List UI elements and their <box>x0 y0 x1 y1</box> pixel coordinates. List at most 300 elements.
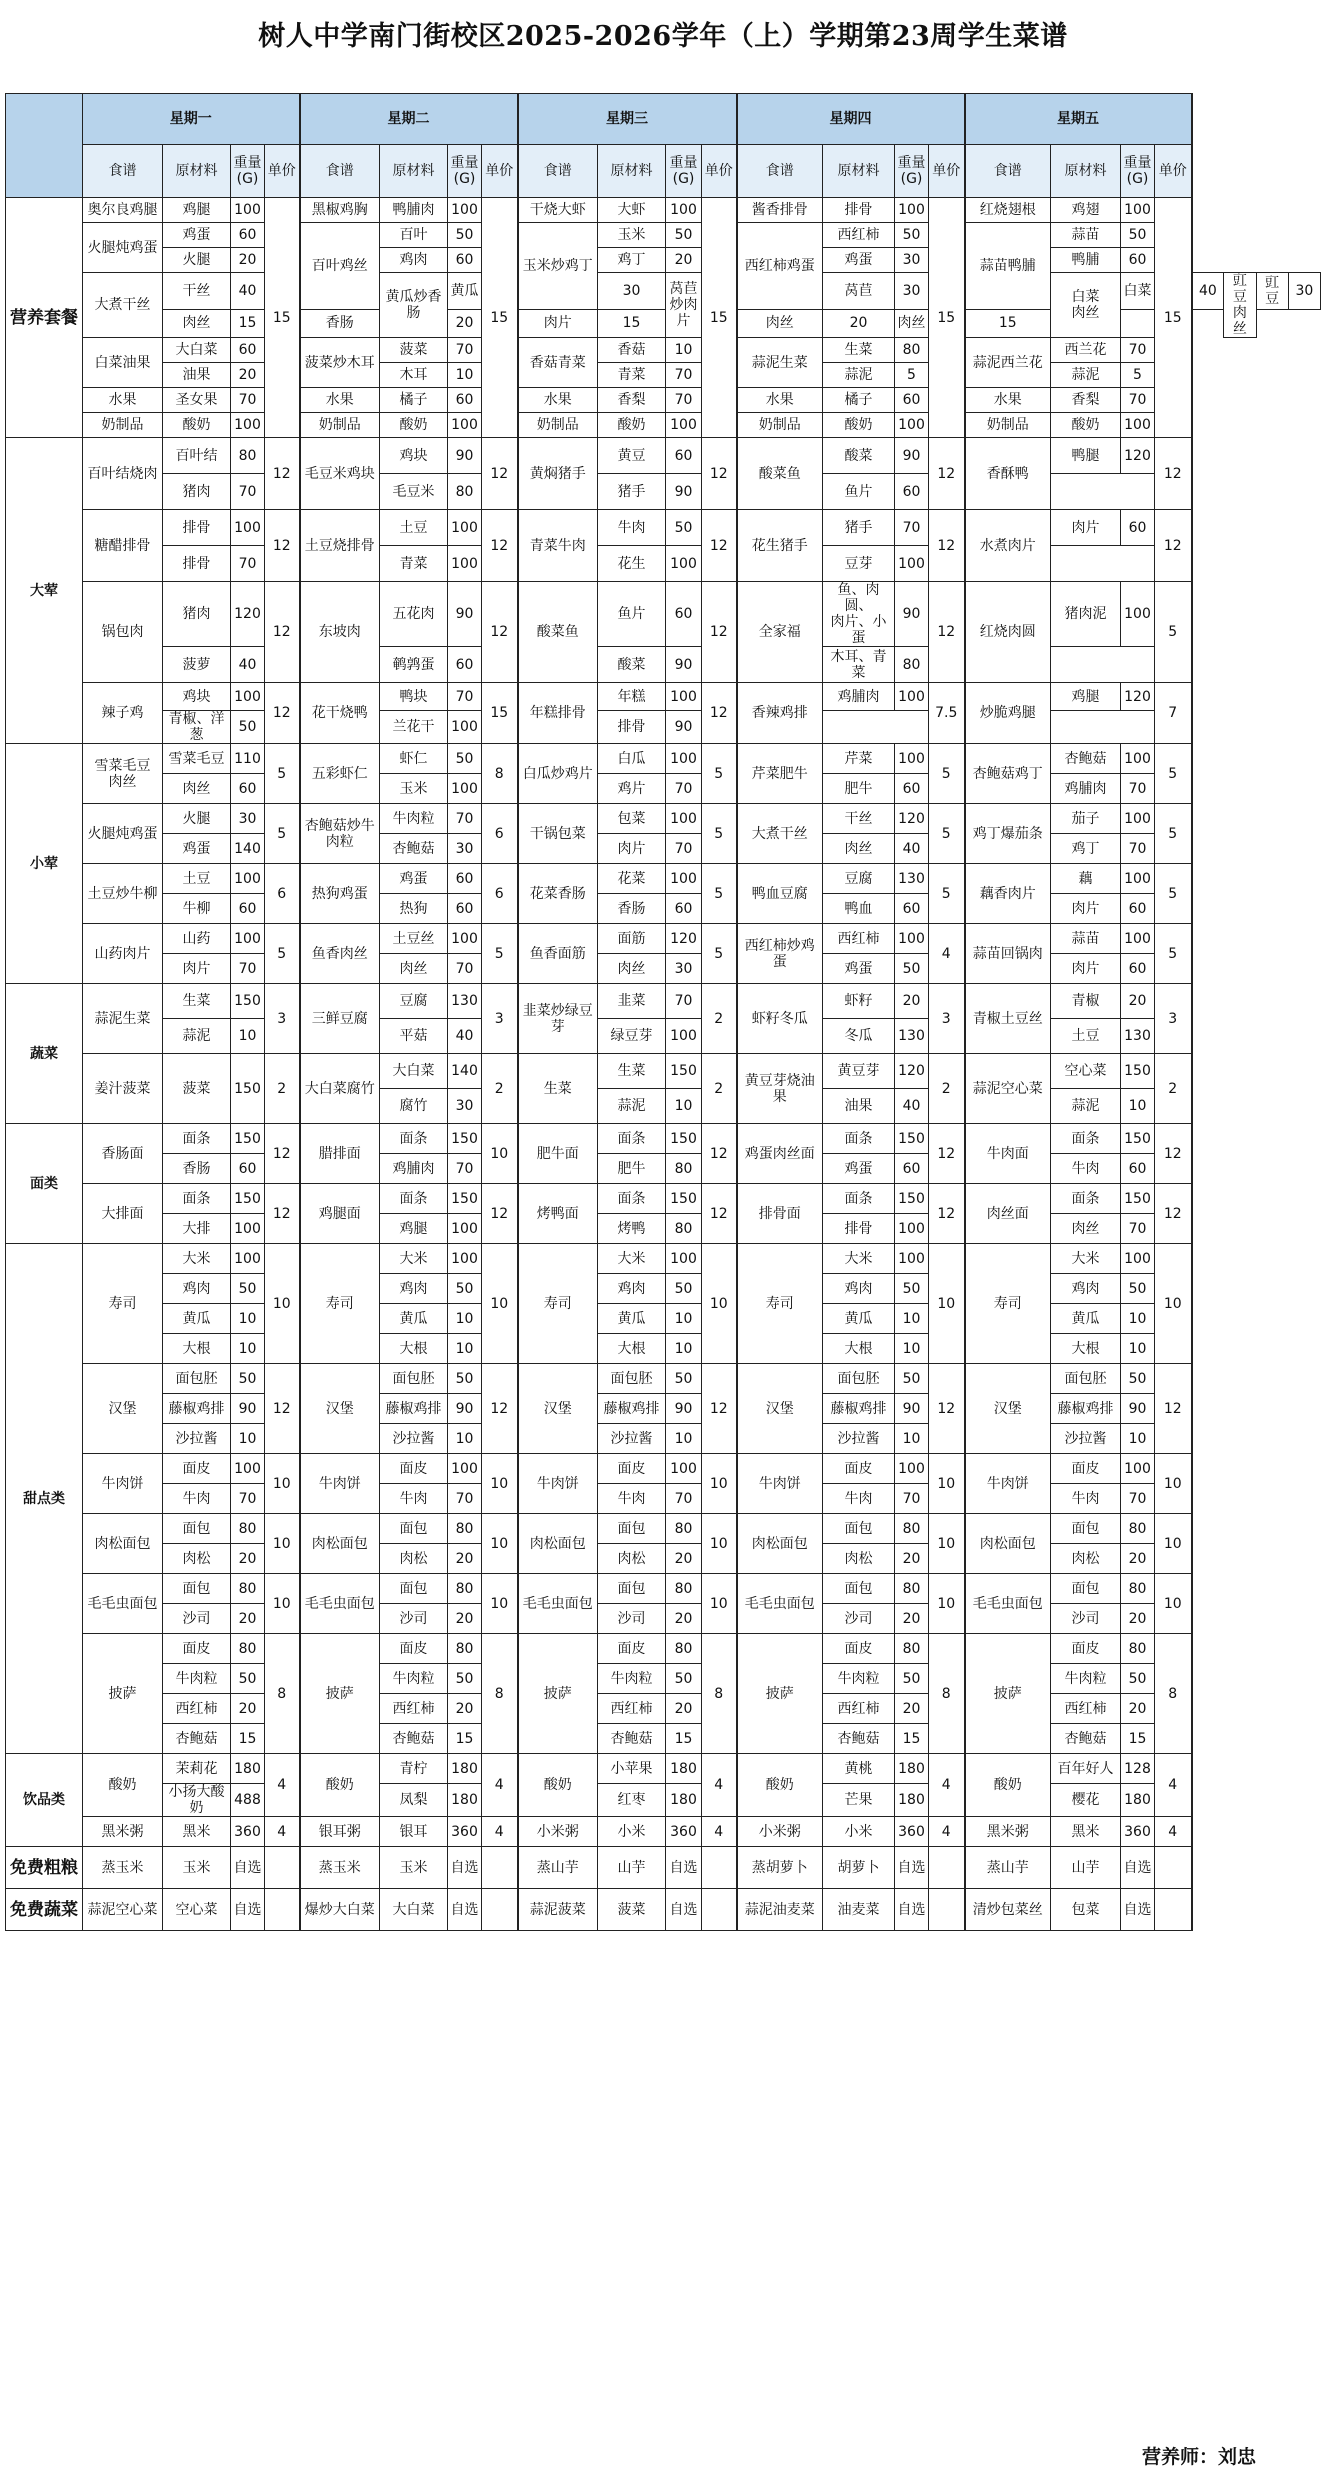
weight: 90 <box>231 1394 265 1424</box>
price-header: 单价 <box>1155 145 1192 198</box>
dish-name: 红烧翅根 <box>965 198 1051 223</box>
ingredient: 大米 <box>598 1244 666 1274</box>
weight: 100 <box>1121 1244 1155 1274</box>
unit-price: 15 <box>482 198 518 438</box>
ingredient: 西红柿 <box>823 223 895 248</box>
weight: 20 <box>1121 1544 1155 1574</box>
dish-name: 酸奶 <box>300 1754 380 1817</box>
menu-row-free-vegetable <box>6 1889 1321 1931</box>
weight: 80 <box>895 647 929 683</box>
weight: 80 <box>231 1634 265 1664</box>
ingredient: 沙拉酱 <box>823 1424 895 1454</box>
unit-price: 10 <box>929 1574 965 1634</box>
weight-header: 重量 (G) <box>895 145 929 198</box>
menu-row-dessert <box>6 1634 1321 1664</box>
dish-name: 花菜香肠 <box>518 864 598 924</box>
ingredient: 冬瓜 <box>823 1019 895 1054</box>
ingredient: 鸭血 <box>823 894 895 924</box>
unit-price <box>482 1889 518 1931</box>
ingredient: 肉丝 <box>380 954 448 984</box>
weight: 30 <box>598 273 666 310</box>
menu-row-side-meat <box>6 744 1321 774</box>
dish-name: 酸奶 <box>965 1754 1051 1817</box>
unit-price: 7.5 <box>929 683 965 744</box>
ingredient: 面包 <box>598 1574 666 1604</box>
ingredient: 鸡脯肉 <box>1051 774 1121 804</box>
dish-name: 白菜 肉丝 <box>1051 273 1121 338</box>
weight: 100 <box>895 744 929 774</box>
dish-name: 姜汁菠菜 <box>83 1054 163 1124</box>
ingredient: 牛肉粒 <box>380 1664 448 1694</box>
dish-name: 烤鸭面 <box>518 1184 598 1244</box>
ingredient: 平菇 <box>380 1019 448 1054</box>
ingredient: 沙拉酱 <box>598 1424 666 1454</box>
ingredient: 沙拉酱 <box>163 1424 231 1454</box>
dish-name: 蒜苗回锅肉 <box>965 924 1051 984</box>
weight: 50 <box>895 1274 929 1304</box>
weight: 150 <box>231 984 265 1019</box>
ingredient: 面包胚 <box>163 1364 231 1394</box>
ingredient: 黑米 <box>163 1817 231 1847</box>
ingredient: 鸡腿 <box>380 1214 448 1244</box>
ingredient: 牛肉 <box>163 1484 231 1514</box>
weight: 100 <box>231 924 265 954</box>
weight: 100 <box>895 546 929 582</box>
ingredient: 菠菜 <box>598 1889 666 1931</box>
weight: 70 <box>1121 834 1155 864</box>
menu-row-dessert <box>6 1484 1321 1514</box>
day-header-row <box>6 94 1321 145</box>
weight: 30 <box>895 273 929 310</box>
ingredient: 兰花干 <box>380 711 448 744</box>
weight: 90 <box>448 582 482 647</box>
weight: 60 <box>231 1154 265 1184</box>
unit-price: 4 <box>482 1817 518 1847</box>
ingredient: 面皮 <box>598 1454 666 1484</box>
dish-name: 百叶结烧肉 <box>83 438 163 510</box>
ingredient: 玉米 <box>380 774 448 804</box>
weight: 100 <box>1121 1454 1155 1484</box>
weight: 20 <box>448 309 482 337</box>
weight: 80 <box>231 438 265 474</box>
unit-price: 12 <box>482 1184 518 1244</box>
weight: 100 <box>666 1019 702 1054</box>
ingredient: 藤椒鸡排 <box>823 1394 895 1424</box>
weight: 80 <box>1121 1574 1155 1604</box>
unit-price: 12 <box>1155 1364 1192 1454</box>
weight: 80 <box>666 1154 702 1184</box>
unit-price: 10 <box>265 1244 300 1364</box>
ingredient: 面条 <box>823 1184 895 1214</box>
dish-name: 酸菜鱼 <box>518 582 598 683</box>
dish-name: 三鲜豆腐 <box>300 984 380 1054</box>
weight: 80 <box>1121 1634 1155 1664</box>
ingredient: 鸡蛋 <box>823 1154 895 1184</box>
unit-price: 5 <box>1155 924 1192 984</box>
dish-name: 肉丝面 <box>965 1184 1051 1244</box>
weight: 10 <box>895 1424 929 1454</box>
ingredient: 油麦菜 <box>823 1889 895 1931</box>
ingredient-header: 原材料 <box>163 145 231 198</box>
ingredient: 酸奶 <box>1051 413 1121 438</box>
weight: 100 <box>231 198 265 223</box>
ingredient: 面包胚 <box>598 1364 666 1394</box>
ingredient: 猪手 <box>823 510 895 546</box>
ingredient: 肉丝 <box>895 309 929 337</box>
weight: 80 <box>666 1574 702 1604</box>
dish-name: 炒脆鸡腿 <box>965 683 1051 744</box>
dish-name: 寿司 <box>83 1244 163 1364</box>
ingredient: 面条 <box>1051 1124 1121 1154</box>
unit-price: 5 <box>702 864 737 924</box>
weight: 70 <box>1121 388 1155 413</box>
weight: 150 <box>231 1184 265 1214</box>
weight: 50 <box>895 223 929 248</box>
ingredient: 牛肉粒 <box>380 804 448 834</box>
dish-header: 食谱 <box>83 145 163 198</box>
ingredient: 猪肉泥 <box>1051 582 1121 647</box>
weight: 自选 <box>1121 1847 1155 1889</box>
ingredient: 西红柿 <box>1051 1694 1121 1724</box>
ingredient: 小米 <box>598 1817 666 1847</box>
ingredient: 肉丝 <box>823 834 895 864</box>
unit-price: 4 <box>702 1754 737 1817</box>
unit-price: 12 <box>1155 510 1192 582</box>
dish-name: 蒜泥油麦菜 <box>737 1889 823 1931</box>
weight: 180 <box>666 1754 702 1784</box>
menu-row-vegetable <box>6 1019 1321 1054</box>
ingredient: 干丝 <box>823 804 895 834</box>
ingredient: 酸奶 <box>163 413 231 438</box>
ingredient: 排骨 <box>823 1214 895 1244</box>
weight: 50 <box>448 1274 482 1304</box>
ingredient: 绿豆芽 <box>598 1019 666 1054</box>
weight: 150 <box>231 1054 265 1124</box>
ingredient: 玉米 <box>163 1847 231 1889</box>
ingredient: 面条 <box>380 1184 448 1214</box>
unit-price: 5 <box>482 924 518 984</box>
ingredient: 鸭块 <box>380 683 448 711</box>
unit-price: 6 <box>482 864 518 924</box>
weight: 80 <box>895 1514 929 1544</box>
weight: 100 <box>448 413 482 438</box>
weight-header: 重量 (G) <box>666 145 702 198</box>
nutritionist-signature: 营养师：刘忠 <box>1141 2446 1256 2468</box>
unit-price: 10 <box>482 1514 518 1574</box>
weight: 5 <box>1121 363 1155 388</box>
weight: 130 <box>1121 1019 1155 1054</box>
menu-row-main-meat <box>6 546 1321 582</box>
weight: 100 <box>231 510 265 546</box>
weight: 100 <box>666 546 702 582</box>
unit-price: 12 <box>265 1184 300 1244</box>
dish-name: 水果 <box>737 388 823 413</box>
weight: 180 <box>895 1784 929 1817</box>
ingredient: 牛肉粒 <box>163 1664 231 1694</box>
dish-name: 肉松面包 <box>737 1514 823 1574</box>
dish-name: 肥牛面 <box>518 1124 598 1184</box>
weight: 100 <box>448 1244 482 1274</box>
unit-price: 5 <box>1155 744 1192 804</box>
weight: 15 <box>965 309 1051 337</box>
menu-row-dessert <box>6 1364 1321 1394</box>
ingredient: 肉片 <box>163 954 231 984</box>
ingredient: 蒜苗 <box>1051 223 1121 248</box>
ingredient: 酸菜 <box>598 647 666 683</box>
weight: 15 <box>598 309 666 337</box>
unit-price: 12 <box>265 510 300 582</box>
dish-name: 东坡肉 <box>300 582 380 683</box>
menu-row-side-meat <box>6 864 1321 894</box>
weight: 150 <box>448 1124 482 1154</box>
weight: 自选 <box>895 1847 929 1889</box>
weight: 60 <box>448 864 482 894</box>
ingredient: 面皮 <box>380 1454 448 1484</box>
dish-name: 牛肉饼 <box>518 1454 598 1514</box>
category-nutrition-set: 营养套餐 <box>6 198 83 438</box>
weight: 60 <box>666 438 702 474</box>
ingredient: 藤椒鸡排 <box>598 1394 666 1424</box>
menu-row-dessert <box>6 1724 1321 1754</box>
dish-name: 蒸胡萝卜 <box>737 1847 823 1889</box>
unit-price: 12 <box>702 683 737 744</box>
unit-price: 2 <box>702 984 737 1054</box>
weight: 自选 <box>895 1889 929 1931</box>
weight: 100 <box>448 1454 482 1484</box>
ingredient: 大米 <box>823 1244 895 1274</box>
ingredient: 猪肉 <box>163 474 231 510</box>
unit-price <box>482 1847 518 1889</box>
dish-name: 汉堡 <box>83 1364 163 1454</box>
unit-price: 5 <box>702 924 737 984</box>
ingredient: 面包 <box>823 1574 895 1604</box>
weight: 20 <box>231 1544 265 1574</box>
ingredient: 鸡肉 <box>163 1274 231 1304</box>
ingredient: 黄瓜 <box>448 273 482 310</box>
weight: 90 <box>895 438 929 474</box>
dish-name: 大煮干丝 <box>83 273 163 338</box>
ingredient: 酸奶 <box>598 413 666 438</box>
ingredient: 火腿 <box>163 804 231 834</box>
weight: 120 <box>895 1054 929 1089</box>
menu-row-drink <box>6 1784 1321 1817</box>
ingredient: 木耳、青菜 <box>823 647 895 683</box>
ingredient: 虾籽 <box>823 984 895 1019</box>
weight: 100 <box>1121 924 1155 954</box>
ingredient: 鸡丁 <box>1051 834 1121 864</box>
unit-price: 10 <box>929 1454 965 1514</box>
dish-name: 大白菜腐竹 <box>300 1054 380 1124</box>
dish-name: 蒸玉米 <box>300 1847 380 1889</box>
ingredient: 百年好人 <box>1051 1754 1121 1784</box>
ingredient: 油果 <box>163 363 231 388</box>
weight: 100 <box>231 1214 265 1244</box>
ingredient: 鸡肉 <box>598 1274 666 1304</box>
ingredient: 面条 <box>163 1184 231 1214</box>
ingredient: 面条 <box>598 1124 666 1154</box>
weight: 50 <box>231 711 265 744</box>
ingredient: 小苹果 <box>598 1754 666 1784</box>
menu-row-noodle <box>6 1214 1321 1244</box>
weight: 100 <box>666 1244 702 1274</box>
weight: 20 <box>231 1604 265 1634</box>
weight: 70 <box>1121 1214 1155 1244</box>
weight: 20 <box>895 1604 929 1634</box>
ingredient: 油果 <box>823 1089 895 1124</box>
weight: 50 <box>666 510 702 546</box>
ingredient: 山药 <box>163 924 231 954</box>
unit-price: 5 <box>265 804 300 864</box>
weight: 70 <box>666 834 702 864</box>
ingredient: 大白菜 <box>380 1889 448 1931</box>
ingredient: 小米 <box>823 1817 895 1847</box>
ingredient: 面包 <box>1051 1514 1121 1544</box>
unit-price: 2 <box>702 1054 737 1124</box>
weight: 10 <box>448 1334 482 1364</box>
unit-price: 3 <box>1155 984 1192 1054</box>
weight: 60 <box>231 894 265 924</box>
weight: 10 <box>231 1019 265 1054</box>
weight: 150 <box>895 1124 929 1154</box>
weight: 100 <box>1121 582 1155 647</box>
unit-price: 12 <box>702 1364 737 1454</box>
ingredient: 大根 <box>598 1334 666 1364</box>
ingredient-header: 原材料 <box>380 145 448 198</box>
ingredient: 香梨 <box>1051 388 1121 413</box>
weight: 100 <box>666 1454 702 1484</box>
ingredient: 花菜 <box>598 864 666 894</box>
ingredient: 杏鲍菇 <box>598 1724 666 1754</box>
dish-name: 西红柿鸡蛋 <box>737 223 823 310</box>
unit-price: 10 <box>482 1124 518 1184</box>
ingredient: 凤梨 <box>380 1784 448 1817</box>
ingredient: 肥牛 <box>598 1154 666 1184</box>
weight: 15 <box>231 309 265 337</box>
dish-name: 五彩虾仁 <box>300 744 380 804</box>
dish-name: 大排面 <box>83 1184 163 1244</box>
weight: 20 <box>666 1604 702 1634</box>
dish-name: 鸡蛋肉丝面 <box>737 1124 823 1184</box>
weight: 60 <box>448 647 482 683</box>
price-header: 单价 <box>929 145 965 198</box>
ingredient: 沙司 <box>823 1604 895 1634</box>
weight: 20 <box>231 248 265 273</box>
weight: 10 <box>231 1334 265 1364</box>
menu-row-nutrition-set <box>6 338 1321 363</box>
weight: 100 <box>448 774 482 804</box>
ingredient: 黄桃 <box>823 1754 895 1784</box>
menu-row-nutrition-set <box>6 363 1321 388</box>
dish-name: 山药肉片 <box>83 924 163 984</box>
ingredient: 土豆 <box>163 864 231 894</box>
ingredient: 山芋 <box>1051 1847 1121 1889</box>
dish-name: 干锅包菜 <box>518 804 598 864</box>
menu-row-drink <box>6 1817 1321 1847</box>
weight: 140 <box>231 834 265 864</box>
menu-row-dessert <box>6 1604 1321 1634</box>
unit-price: 15 <box>1155 198 1192 438</box>
unit-price: 10 <box>1155 1454 1192 1514</box>
weight: 100 <box>231 1244 265 1274</box>
dish-name: 小米粥 <box>737 1817 823 1847</box>
weight: 100 <box>448 510 482 546</box>
weight: 90 <box>666 711 702 744</box>
ingredient: 面包胚 <box>823 1364 895 1394</box>
weight: 80 <box>666 1514 702 1544</box>
weight: 20 <box>666 1544 702 1574</box>
unit-price: 4 <box>702 1817 737 1847</box>
page-title: 树人中学南门街校区2025-2026学年（上）学期第23周学生菜谱 <box>258 21 1068 52</box>
unit-price: 12 <box>929 1124 965 1184</box>
ingredient: 藤椒鸡排 <box>1051 1394 1121 1424</box>
ingredient: 圣女果 <box>163 388 231 413</box>
weight: 60 <box>666 894 702 924</box>
dish-name: 黄豆芽烧油 果 <box>737 1054 823 1124</box>
ingredient: 肉松 <box>598 1544 666 1574</box>
ingredient: 黄瓜 <box>823 1304 895 1334</box>
weight: 100 <box>1121 804 1155 834</box>
unit-price: 3 <box>929 984 965 1054</box>
dish-name: 汉堡 <box>518 1364 598 1454</box>
ingredient: 豆腐 <box>823 864 895 894</box>
unit-price: 15 <box>929 198 965 438</box>
ingredient: 排骨 <box>163 546 231 582</box>
ingredient: 银耳 <box>380 1817 448 1847</box>
weight: 50 <box>448 1364 482 1394</box>
unit-price <box>929 1847 965 1889</box>
ingredient: 鸭脯 <box>1051 248 1121 273</box>
unit-price: 10 <box>482 1454 518 1514</box>
dish-name: 鸡腿面 <box>300 1184 380 1244</box>
dish-name: 水果 <box>518 388 598 413</box>
weight: 15 <box>1121 1724 1155 1754</box>
weight: 20 <box>1121 1694 1155 1724</box>
ingredient: 白瓜 <box>598 744 666 774</box>
dish-name: 莴苣炒肉片 <box>666 273 702 338</box>
weight: 100 <box>895 924 929 954</box>
category-dessert: 甜点类 <box>6 1244 83 1754</box>
menu-row-dessert <box>6 1424 1321 1454</box>
dish-name: 披萨 <box>965 1634 1051 1754</box>
ingredient: 肉丝 <box>1051 1214 1121 1244</box>
ingredient: 杏鲍菇 <box>1051 1724 1121 1754</box>
dish-name: 糖醋排骨 <box>83 510 163 582</box>
ingredient: 牛肉 <box>1051 1154 1121 1184</box>
ingredient: 鸡腿 <box>1051 683 1121 711</box>
category-noodle: 面类 <box>6 1124 83 1244</box>
unit-price: 12 <box>482 510 518 582</box>
weight: 10 <box>448 363 482 388</box>
dish-name: 肉松面包 <box>83 1514 163 1574</box>
dish-name: 蒜泥空心菜 <box>83 1889 163 1931</box>
unit-price: 10 <box>702 1454 737 1514</box>
menu-row-dessert <box>6 1574 1321 1604</box>
ingredient: 面筋 <box>598 924 666 954</box>
ingredient: 沙司 <box>380 1604 448 1634</box>
weight: 50 <box>895 954 929 984</box>
weight: 100 <box>666 864 702 894</box>
dish-name: 藕香肉片 <box>965 864 1051 924</box>
weight: 100 <box>666 804 702 834</box>
unit-price: 8 <box>702 1634 737 1754</box>
ingredient: 莴苣 <box>823 273 895 310</box>
dish-header: 食谱 <box>518 145 598 198</box>
ingredient: 山芋 <box>598 1847 666 1889</box>
unit-price: 4 <box>929 1817 965 1847</box>
unit-price: 4 <box>1155 1817 1192 1847</box>
weight: 150 <box>231 1124 265 1154</box>
weight: 60 <box>1121 510 1155 546</box>
